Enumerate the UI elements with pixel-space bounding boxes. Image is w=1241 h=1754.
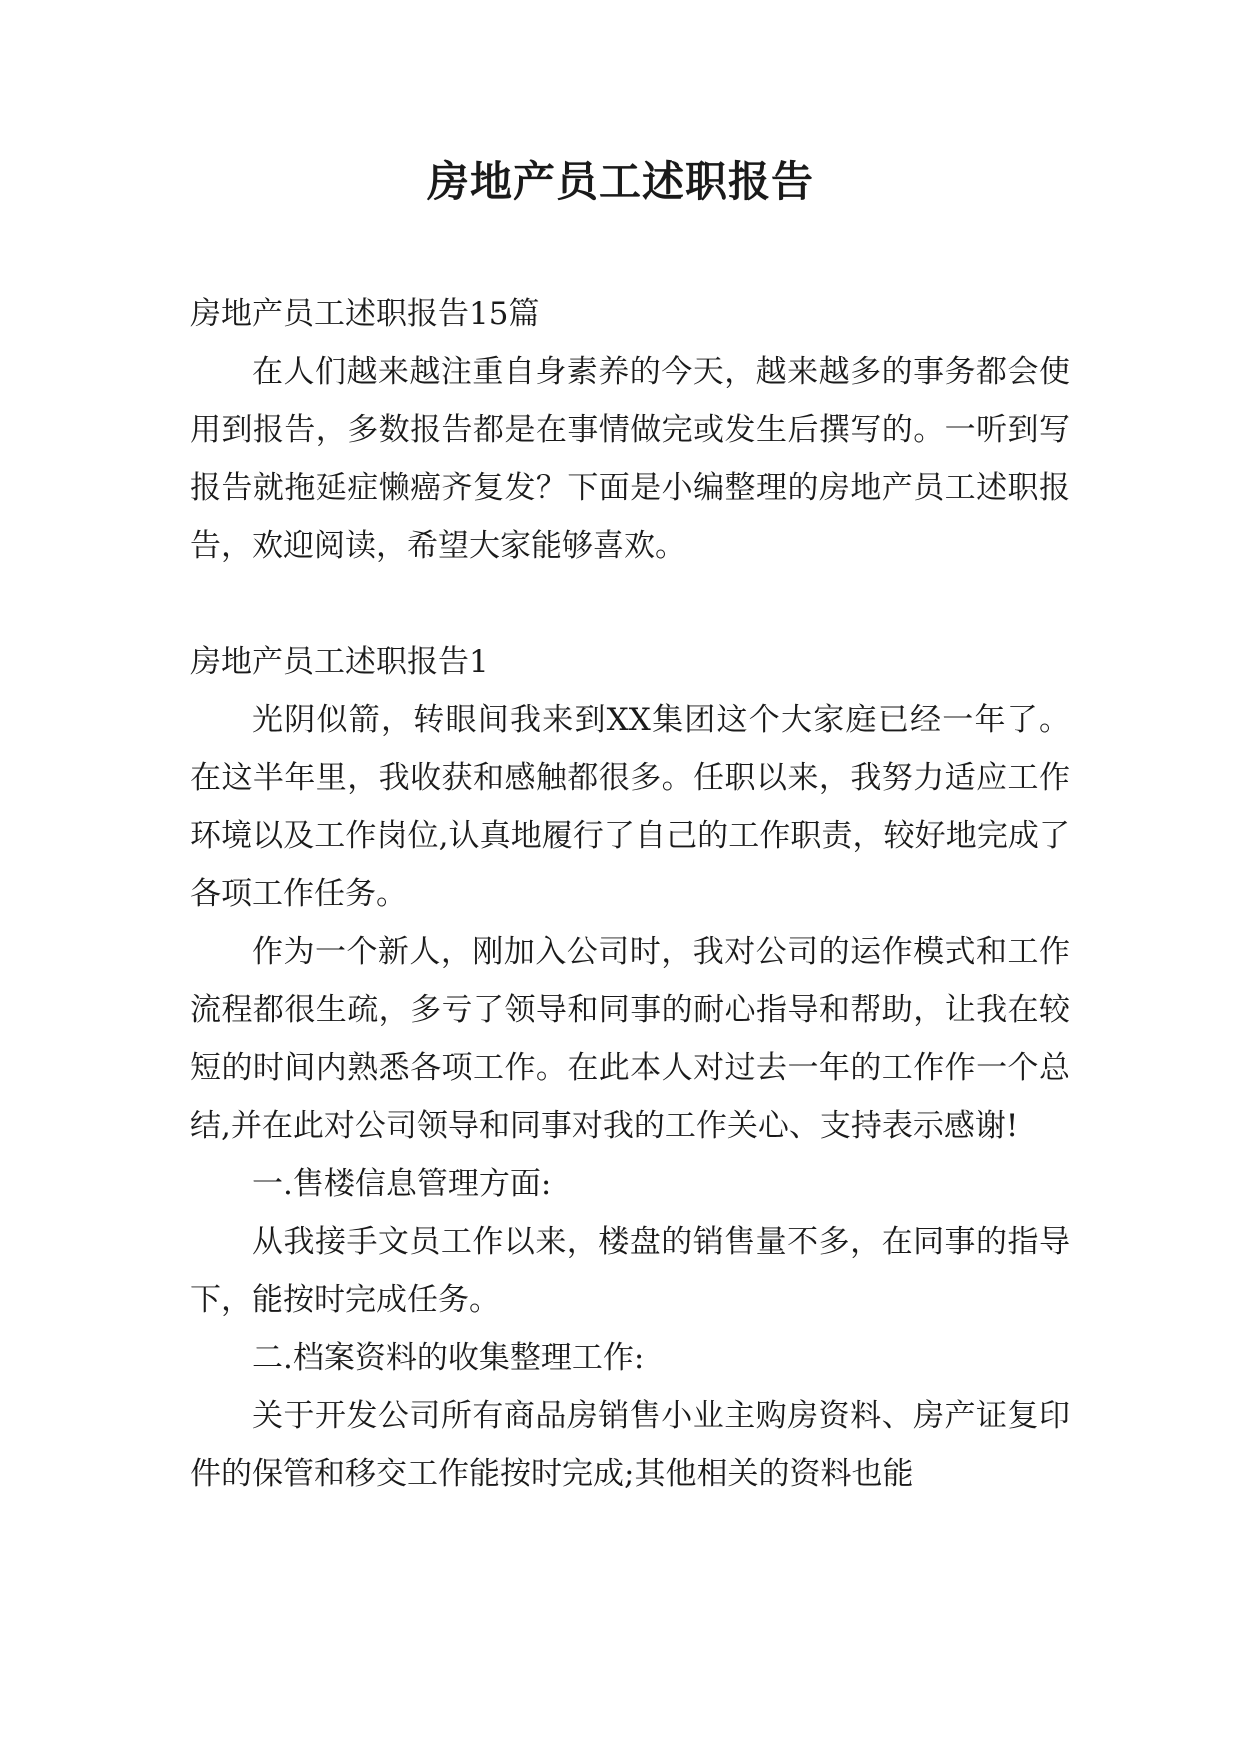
body-paragraph: 关于开发公司所有商品房销售小业主购房资料、房产证复印件的保管和移交工作能按时完成;其他相关的资料也能 — [190, 1398, 1070, 1492]
section-heading: 房地产员工述职报告1 — [190, 644, 489, 680]
intro-paragraph: 在人们越来越注重自身素养的今天，越来越多的事务都会使用到报告，多数报告都是在事情做完或发生后撰写的。一听到写报告就拖延症懒癌齐复发？下面是小编整理的房地产员工述职报告，欢迎阅读，希望大家能够喜欢。 — [190, 354, 1070, 564]
body-paragraph: 光阴似箭，转眼间我来到XX集团这个大家庭已经一年了。在这半年里，我收获和感触都很多。任职以来，我努力适应工作环境以及工作岗位,认真地履行了自己的工作职责，较好地完成了各项工作任务。 — [190, 702, 1070, 912]
body-paragraph: 从我接手文员工作以来，楼盘的销售量不多，在同事的指导下，能按时完成任务。 — [190, 1224, 1070, 1318]
document-subtitle: 房地产员工述职报告15篇 — [190, 296, 540, 332]
body-paragraph: 作为一个新人，刚加入公司时，我对公司的运作模式和工作流程都很生疏，多亏了领导和同事的耐心指导和帮助，让我在较短的时间内熟悉各项工作。在此本人对过去一年的工作作一个总结,并在此对公司领导和同事对我的工作关心、支持表示感谢! — [190, 934, 1070, 1144]
list-heading: 一.售楼信息管理方面: — [252, 1166, 552, 1202]
paragraph-spacer — [190, 575, 1070, 633]
document-body — [190, 285, 1070, 1503]
list-heading: 二.档案资料的收集整理工作: — [252, 1340, 645, 1376]
document-title: 房地产员工述职报告 — [426, 157, 814, 206]
